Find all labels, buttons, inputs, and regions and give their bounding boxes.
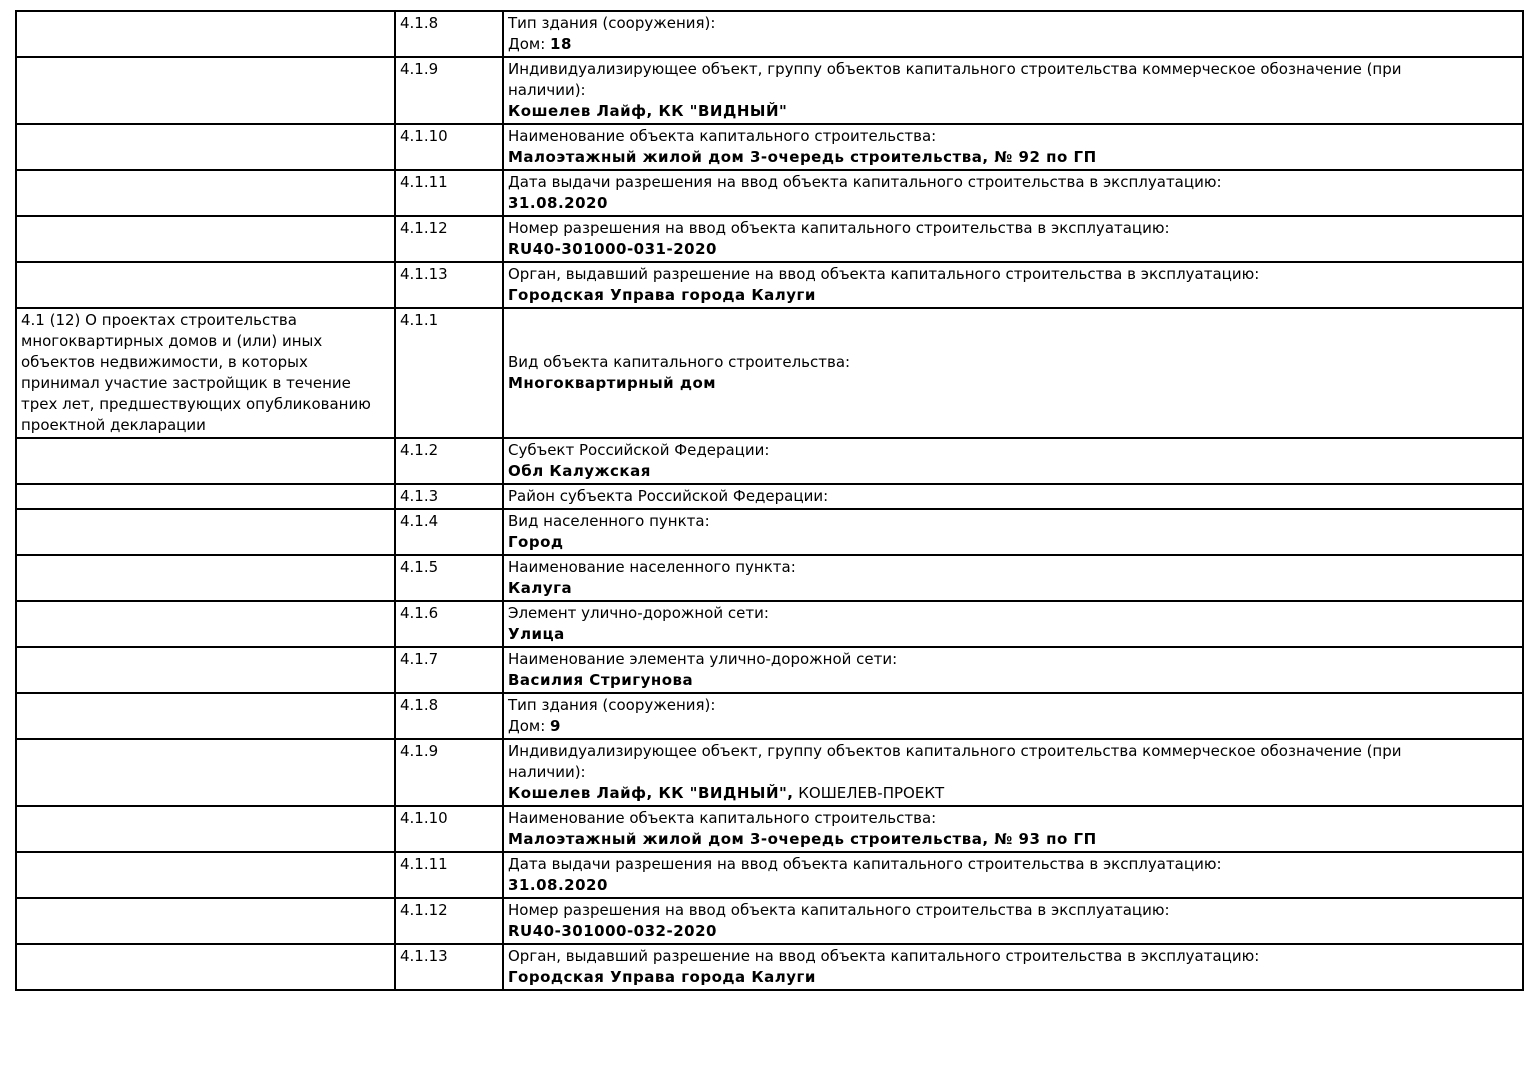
section-cell — [16, 484, 395, 509]
row-number: 4.1.11 — [400, 173, 448, 191]
field-cell — [503, 509, 1523, 555]
field-value-part: Городская Управа города Калуги — [508, 286, 816, 304]
table-row — [16, 647, 1523, 693]
row-number-cell — [395, 438, 503, 484]
section-cell — [16, 11, 395, 57]
section-cell — [16, 170, 395, 216]
table-row — [16, 555, 1523, 601]
section-cell — [16, 555, 395, 601]
section-cell — [16, 898, 395, 944]
section-cell — [16, 308, 395, 438]
field-value — [508, 967, 1519, 988]
field-value — [508, 34, 1519, 55]
field-label-line: наличии): — [508, 763, 586, 781]
field-label-line: Номер разрешения на ввод объекта капитального строительства в эксплуатацию: — [508, 901, 1170, 919]
field-value — [508, 461, 1519, 482]
row-number: 4.1.9 — [400, 742, 439, 760]
table-row — [16, 898, 1523, 944]
field-cell — [503, 11, 1523, 57]
section-title-line: проектной декларации — [21, 416, 206, 434]
section-cell — [16, 124, 395, 170]
table-row — [16, 739, 1523, 806]
row-number-cell — [395, 852, 503, 898]
field-label-line: Дата выдачи разрешения на ввод объекта капитального строительства в эксплуатацию: — [508, 855, 1222, 873]
row-number-cell — [395, 693, 503, 739]
section-cell — [16, 693, 395, 739]
field-value-part: Городская Управа города Калуги — [508, 968, 816, 986]
row-number: 4.1.9 — [400, 60, 439, 78]
field-value — [508, 101, 1519, 122]
field-value-part: Дом: — [508, 717, 551, 735]
field-value — [508, 239, 1519, 260]
field-label-line: Тип здания (сооружения): — [508, 696, 716, 714]
row-number: 4.1.2 — [400, 441, 439, 459]
field-label-line: Субъект Российской Федерации: — [508, 441, 770, 459]
section-title-line: многоквартирных домов и (или) иных — [21, 332, 323, 350]
field-value-part: 18 — [550, 35, 572, 53]
field-cell — [503, 262, 1523, 308]
field-cell — [503, 124, 1523, 170]
field-cell — [503, 170, 1523, 216]
section-cell — [16, 438, 395, 484]
field-label-line: Наименование элемента улично-дорожной сети: — [508, 650, 898, 668]
table-row — [16, 944, 1523, 990]
field-cell — [503, 308, 1523, 438]
field-value-part: КОШЕЛЕВ-ПРОЕКТ — [793, 784, 945, 802]
table-row — [16, 852, 1523, 898]
field-label-line: Орган, выдавший разрешение на ввод объекта капитального строительства в эксплуатацию: — [508, 265, 1260, 283]
row-number-cell — [395, 124, 503, 170]
row-number: 4.1.5 — [400, 558, 439, 576]
field-cell — [503, 739, 1523, 806]
field-cell — [503, 944, 1523, 990]
field-cell — [503, 216, 1523, 262]
field-value-part: Дом: — [508, 35, 551, 53]
field-value — [508, 578, 1519, 599]
field-label-line: Вид населенного пункта: — [508, 512, 710, 530]
section-title-line: 4.1 (12) О проектах строительства — [21, 311, 297, 329]
field-value-part: RU40-301000-031-2020 — [508, 240, 717, 258]
field-value-part: Кошелев Лайф, КК "ВИДНЫЙ", — [508, 784, 794, 802]
field-cell — [503, 601, 1523, 647]
field-value-part: Улица — [508, 625, 565, 643]
row-number-cell — [395, 57, 503, 124]
field-label-line: Район субъекта Российской Федерации: — [508, 487, 829, 505]
field-value-part: Малоэтажный жилой дом 3-очередь строительства, № 92 по ГП — [508, 148, 1097, 166]
row-number-cell — [395, 944, 503, 990]
field-value — [508, 193, 1519, 214]
field-label-line: Наименование населенного пункта: — [508, 558, 796, 576]
row-number: 4.1.10 — [400, 127, 448, 145]
table-row — [16, 806, 1523, 852]
section-title-line: принимал участие застройщик в течение — [21, 374, 351, 392]
row-number: 4.1.4 — [400, 512, 439, 530]
field-cell — [503, 647, 1523, 693]
field-cell — [503, 484, 1523, 509]
field-value — [508, 373, 1519, 394]
section-title-line: объектов недвижимости, в которых — [21, 353, 308, 371]
section-title-line: трех лет, предшествующих опубликованию — [21, 395, 371, 413]
field-value-part: Обл Калужская — [508, 462, 651, 480]
field-value-part: RU40-301000-032-2020 — [508, 922, 717, 940]
section-cell — [16, 262, 395, 308]
field-label-line: наличии): — [508, 81, 586, 99]
field-label-line: Номер разрешения на ввод объекта капитального строительства в эксплуатацию: — [508, 219, 1170, 237]
field-value — [508, 921, 1519, 942]
table-row — [16, 484, 1523, 509]
section-cell — [16, 944, 395, 990]
field-value — [508, 783, 1519, 804]
row-number-cell — [395, 601, 503, 647]
row-number: 4.1.10 — [400, 809, 448, 827]
field-label-line: Вид объекта капитального строительства: — [508, 353, 851, 371]
table-row — [16, 693, 1523, 739]
field-cell — [503, 57, 1523, 124]
row-number: 4.1.13 — [400, 947, 448, 965]
row-number: 4.1.12 — [400, 219, 448, 237]
row-number: 4.1.3 — [400, 487, 439, 505]
section-cell — [16, 852, 395, 898]
row-number-cell — [395, 11, 503, 57]
row-number-cell — [395, 308, 503, 438]
table-row — [16, 216, 1523, 262]
field-label-line: Индивидуализирующее объект, группу объектов капитального строительства коммерческое обозначение (при — [508, 60, 1402, 78]
table-row — [16, 262, 1523, 308]
row-number-cell — [395, 484, 503, 509]
table-row — [16, 308, 1523, 438]
field-label-line: Орган, выдавший разрешение на ввод объекта капитального строительства в эксплуатацию: — [508, 947, 1260, 965]
field-label-line: Наименование объекта капитального строительства: — [508, 809, 937, 827]
row-number-cell — [395, 216, 503, 262]
section-cell — [16, 57, 395, 124]
row-number-cell — [395, 262, 503, 308]
field-value-part: 31.08.2020 — [508, 194, 608, 212]
row-number: 4.1.7 — [400, 650, 439, 668]
field-value-part: Малоэтажный жилой дом 3-очередь строительства, № 93 по ГП — [508, 830, 1097, 848]
row-number: 4.1.11 — [400, 855, 448, 873]
field-cell — [503, 555, 1523, 601]
row-number-cell — [395, 509, 503, 555]
section-cell — [16, 739, 395, 806]
row-number-cell — [395, 647, 503, 693]
row-number: 4.1.8 — [400, 14, 439, 32]
table-row — [16, 509, 1523, 555]
field-value-part: Калуга — [508, 579, 573, 597]
table-body — [16, 11, 1523, 990]
field-label-line: Индивидуализирующее объект, группу объектов капитального строительства коммерческое обозначение (при — [508, 742, 1402, 760]
field-cell — [503, 693, 1523, 739]
row-number-cell — [395, 898, 503, 944]
row-number: 4.1.6 — [400, 604, 439, 622]
row-number: 4.1.1 — [400, 311, 439, 329]
field-label-line: Дата выдачи разрешения на ввод объекта капитального строительства в эксплуатацию: — [508, 173, 1222, 191]
field-cell — [503, 852, 1523, 898]
field-value — [508, 285, 1519, 306]
field-value — [508, 670, 1519, 691]
row-number: 4.1.8 — [400, 696, 439, 714]
row-number-cell — [395, 555, 503, 601]
table-row — [16, 11, 1523, 57]
row-number: 4.1.12 — [400, 901, 448, 919]
field-value-part: 31.08.2020 — [508, 876, 608, 894]
table-row — [16, 57, 1523, 124]
field-value — [508, 624, 1519, 645]
row-number-cell — [395, 170, 503, 216]
section-cell — [16, 601, 395, 647]
field-label-line: Наименование объекта капитального строительства: — [508, 127, 937, 145]
row-number: 4.1.13 — [400, 265, 448, 283]
field-value — [508, 532, 1519, 553]
table-row — [16, 601, 1523, 647]
project-declaration-table — [15, 10, 1524, 991]
field-value-part: Город — [508, 533, 564, 551]
section-cell — [16, 509, 395, 555]
section-cell — [16, 216, 395, 262]
table-row — [16, 124, 1523, 170]
field-value — [508, 829, 1519, 850]
table-row — [16, 170, 1523, 216]
field-value-part: Кошелев Лайф, КК "ВИДНЫЙ" — [508, 102, 788, 120]
field-cell — [503, 438, 1523, 484]
section-cell — [16, 806, 395, 852]
field-label-line: Тип здания (сооружения): — [508, 14, 716, 32]
field-value-part: Василия Стригунова — [508, 671, 694, 689]
field-cell — [503, 898, 1523, 944]
table-row — [16, 438, 1523, 484]
field-value-part: 9 — [550, 717, 561, 735]
row-number-cell — [395, 806, 503, 852]
section-cell — [16, 647, 395, 693]
row-number-cell — [395, 739, 503, 806]
field-value — [508, 147, 1519, 168]
field-cell — [503, 806, 1523, 852]
field-value — [508, 875, 1519, 896]
field-label-line: Элемент улично-дорожной сети: — [508, 604, 769, 622]
field-value — [508, 716, 1519, 737]
field-value-part: Многоквартирный дом — [508, 374, 717, 392]
